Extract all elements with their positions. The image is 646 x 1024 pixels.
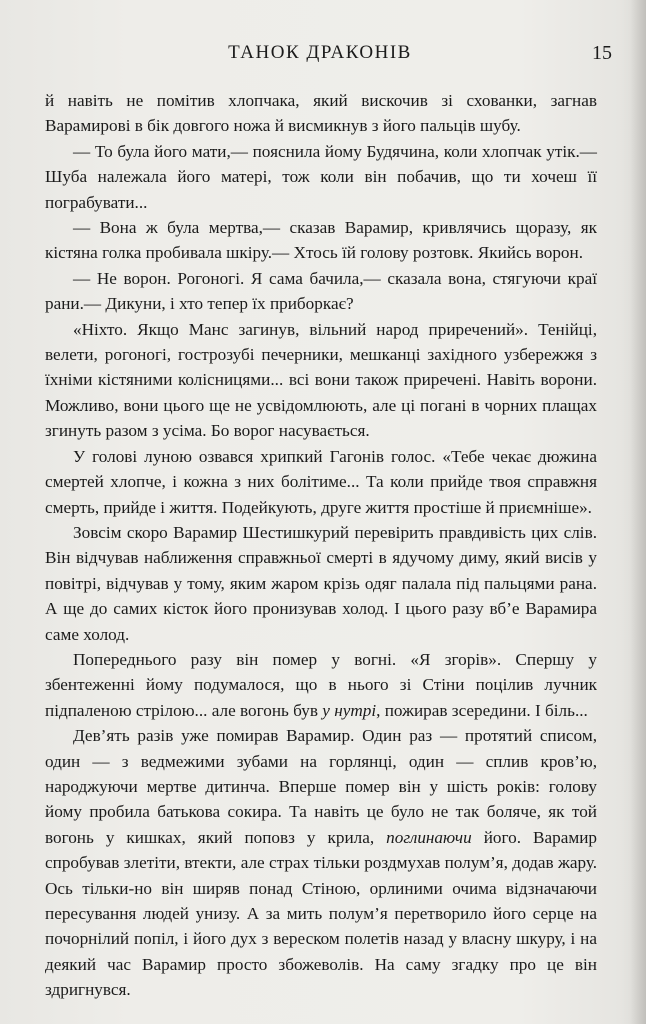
paragraph-8 [45, 647, 597, 723]
page-number: 15 [592, 42, 612, 64]
paragraph-6: У голові луною озвався хрипкий Гагонів голос. «Тебе чекає дюжина смертей хлопче, і кожна з них болітиме... Та коли прийде твоя справжня смерть, прийде і життя. Подейкують, друге життя простіше й приємніше». [45, 446, 597, 517]
paragraph-9 [45, 723, 597, 1002]
paragraph-1: й навіть не помітив хлопчака, який вискочив зі схованки, загнав Варамирові в бік довгого ножа й висмикнув з його пальців шубу. [45, 91, 597, 136]
paragraph-5: «Ніхто. Якщо Манс загинув, вільний народ приречений». Тенійці, велети, рогоногі, гострозубі печерники, мешканці західного узбережжя з їхніми кістяними колісницями... всі вони також приречені. Навіть ворони. Можливо, вони цього ще не усвідомлюють, але ці погані в чорних плащах згинуть разом з усіма. Бо ворог насувається. [45, 319, 597, 441]
running-head: ТАНОК ДРАКОНІВ [228, 42, 412, 63]
page-edge-shadow [630, 0, 646, 1024]
body-text [45, 88, 597, 1003]
paragraph-3: — Вона ж була мертва,— сказав Варамир, кривлячись щоразу, як кістяна голка пробивала шкіру.— Хтось їй голову розтовк. Якийсь ворон. [45, 218, 597, 263]
paragraph-4: — Не ворон. Рогоногі. Я сама бачила,— сказала вона, стягуючи краї рани.— Дикуни, і хто тепер їх приборкає? [45, 268, 597, 314]
paragraph-8-text: Попереднього разу він помер у вогні. «Я згорів». Спершу у збентеженні йому подумалося, що в нього зі Стіни поцілив лучник підпаленою стрілою... але вогонь був [45, 649, 597, 720]
paragraph-9-text-end: його. Варамир спробував злетіти, втекти, але страх тільки роздмухав полум’я, додав жару. Ось тільки-но він ширяв понад Стіною, орлиними очима відзначаючи пересування людей унизу. А за мить полум’я перетворило його серце на почорнілий попіл, і його дух з вереском полетів назад у власну шкуру, і на деякий час Варамир просто збожеволів. На саму згадку про це він здригнувся. [45, 827, 597, 1000]
paragraph-9-text: Дев’ять разів уже помирав Варамир. Один раз — протятий списом, один — з ведмежими зубами на горлянці, один — сплив кров’ю, народжуючи мертве дитинча. Вперше помер він у шість років: голову йому пробила батькова сокира. Та навіть це було не так боляче, як той вогонь у кишках, який поповз у крила, [45, 726, 597, 847]
paragraph-8-text-end: , пожирав зсередини. І біль... [376, 700, 588, 720]
paragraph-8-italic: у нутрі [322, 700, 377, 720]
page-header [40, 40, 612, 66]
paragraph-2: — То була його мати,— пояснила йому Будячина, коли хлопчак утік.— Шуба належала його матері, тож коли він побачив, що ти хочеш її пограбувати... [45, 141, 597, 212]
paragraph-9-italic: поглинаючи [386, 827, 472, 847]
paragraph-7: Зовсім скоро Варамир Шестишкурий перевірить правдивість цих слів. Він відчував наближення справжньої смерті в ядучому диму, який висів у повітрі, відчував у тому, яким жаром крізь одяг палала під пальцями рана. А ще до самих кісток його пронизував холод. І цього разу вб’е Варамира саме холод. [45, 522, 597, 644]
